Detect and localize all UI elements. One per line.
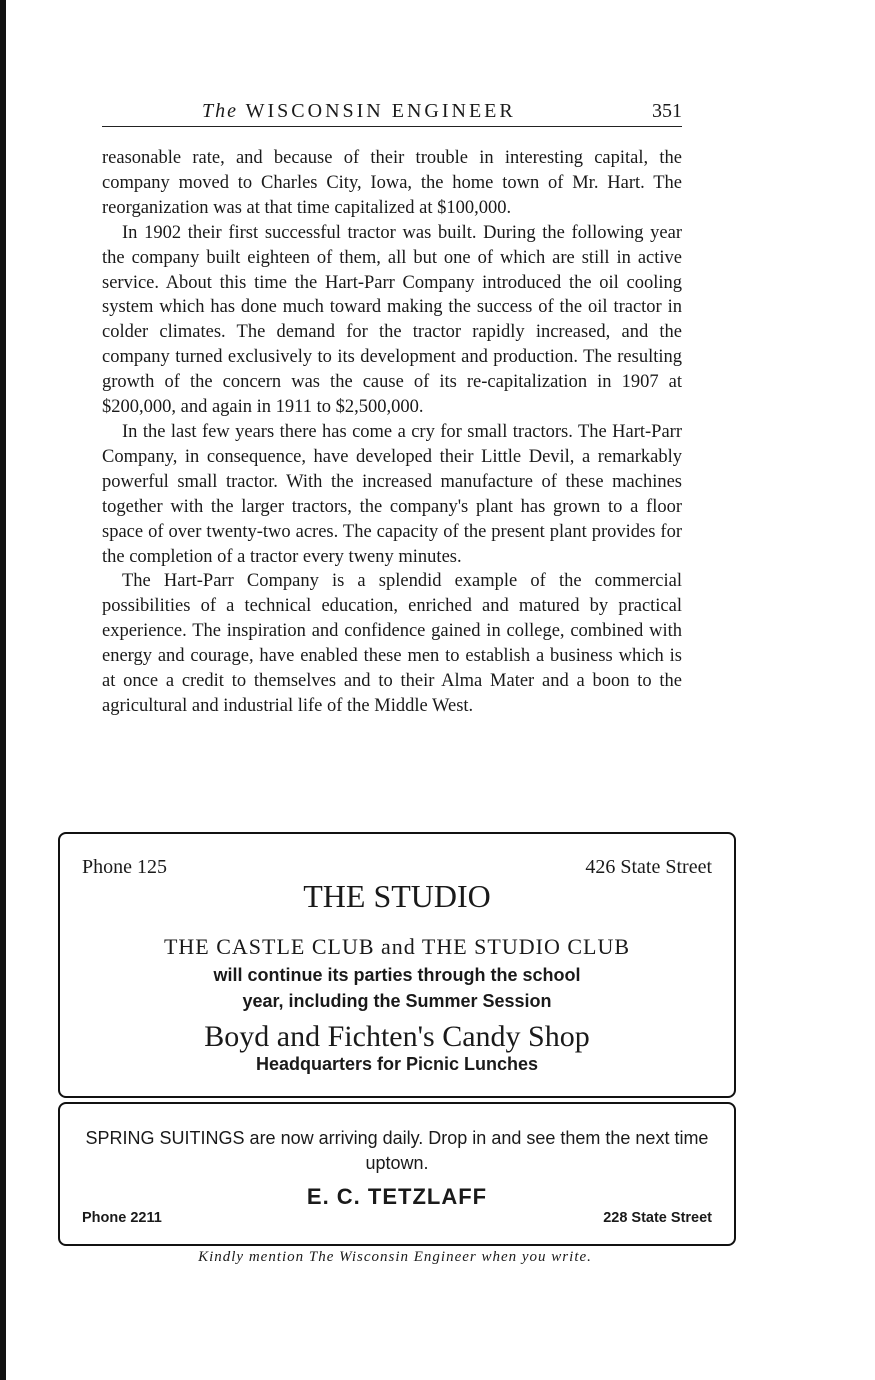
journal-title-name: WISCONSIN ENGINEER — [245, 100, 516, 122]
spring-suitings-text: SPRING SUITINGS are now arriving daily. Drop in and see them the next time uptown. — [85, 1128, 709, 1173]
studio-parties-text — [60, 962, 734, 1014]
studio-title: THE STUDIO — [303, 878, 491, 914]
scan-page-edge — [0, 0, 6, 1380]
candy-shop-subtitle: Headquarters for Picnic Lunches — [255, 1054, 539, 1074]
tetzlaff-address: 228 State Street — [603, 1210, 712, 1226]
footer-note: Kindly mention The Wisconsin Engineer when you write. — [198, 1249, 592, 1265]
article-paragraph-3: In the last few years there has come a cry for small tractors. The Hart-Parr Company, in consequence, have developed their Little Devil, a remarkably powerful small tractor. With the increased manufacture of these machines together with the larger tractors, the company's plant has grown to a floor space of over twenty-two acres. The capacity of the present plant provides for the completion of a tractor every tweny minutes. — [102, 421, 682, 567]
article-body — [102, 146, 682, 719]
tetzlaff-advertisement — [58, 1102, 736, 1246]
studio-advertisement — [58, 832, 736, 1098]
studio-phone: Phone 125 — [82, 856, 167, 878]
article-paragraph-1: reasonable rate, and because of their trouble in interesting capital, the company moved to Charles City, Iowa, the home town of Mr. Hart. The reorganization was at that time capitalized at $100,000. — [102, 148, 682, 218]
running-header — [102, 100, 682, 127]
studio-parties-line-1: will continue its parties through the school — [213, 965, 581, 985]
tetzlaff-phone: Phone 2211 — [82, 1210, 162, 1226]
journal-title-the: The — [202, 100, 238, 122]
article-paragraph-4: The Hart-Parr Company is a splendid example of the commercial possibilities of a technical education, enriched and matured by practical experience. The inspiration and confidence gained in college, combined with energy and courage, have enabled these men to establish a business which is at once a credit to themselves and to their Alma Mater and a boon to the agricultural and industrial life of the Middle West. — [102, 571, 682, 716]
studio-clubs-line: THE CASTLE CLUB and THE STUDIO CLUB — [163, 934, 631, 959]
article-paragraph-2: In 1902 their first successful tractor was built. During the following year the company built eighteen of them, all but one of which are still in active service. About this time the Hart-Parr Company introduced the oil cooling system which has done much toward making the success of the oil tractor in colder climates. The demand for the tractor rapidly increased, and the company turned exclusively to its development and production. The resulting growth of the concern was the cause of its re-capitalization in 1907 at $200,000, and again in 1911 to $2,500,000. — [102, 222, 682, 418]
tetzlaff-name: E. C. TETZLAFF — [306, 1184, 488, 1209]
page-number: 351 — [652, 100, 682, 122]
studio-parties-line-2: year, including the Summer Session — [242, 991, 552, 1011]
studio-address: 426 State Street — [585, 856, 712, 878]
journal-title — [202, 100, 516, 123]
candy-shop-title: Boyd and Fichten's Candy Shop — [204, 1020, 590, 1053]
